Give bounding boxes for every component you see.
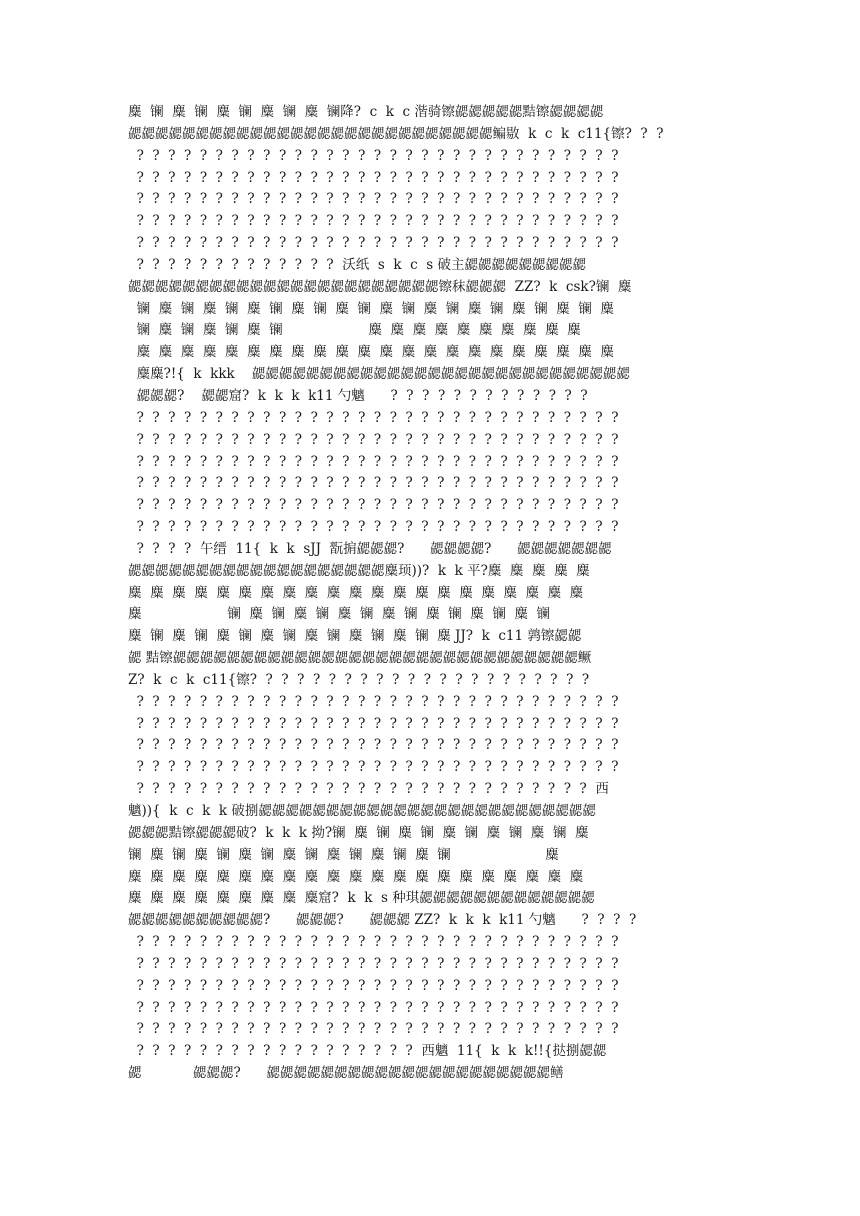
text-line: ? ? ? ? ? ? ? ? ? ? ? ? ? ? ? ? ? ? ? ? ? ? ? ? ? ? ? ? ? 西 xyxy=(128,781,609,798)
text-line: 镧 麋 镧 麋 镧 麋 镧 麋 镧 麋 镧 麋 镧 麋 镧 麋 镧 麋 镧 麋 镧 麋 xyxy=(128,300,614,317)
text-line: 勰勰勰勰勰勰勰勰勰勰勰勰勰勰勰勰勰勰勰勰勰勰勰镲秣勰勰勰 ZZ? k csk?镧 麋 xyxy=(128,278,632,295)
text-line: ? ? ? ? ? ? ? ? ? ? ? ? ? ? ? ? ? ? ? ? ? ? ? ? ? ? ? ? ? ? ? xyxy=(128,1021,619,1038)
text-line: ? ? ? ? ? ? ? ? ? ? ? ? ? ? ? ? ? ? ? ? ? ? ? ? ? ? ? ? ? ? ? xyxy=(128,169,619,186)
text-line: ? ? ? ? ? ? ? ? ? ? ? ? ? ? ? ? ? ? ? ? ? ? ? ? ? ? ? ? ? ? ? xyxy=(128,955,619,972)
text-line: ? ? ? ? ? ? ? ? ? ? ? ? ? 沃纸 s k c s 破主勰勰勰勰勰勰勰勰勰 xyxy=(128,256,586,273)
text-line: ? ? ? ? ? ? ? ? ? ? ? ? ? ? ? ? ? ? ? ? ? ? ? ? ? ? ? ? ? ? ? xyxy=(128,715,619,732)
text-line: ? ? ? ? ? ? ? ? ? ? ? ? ? ? ? ? ? ? ? ? ? ? ? ? ? ? ? ? ? ? ? xyxy=(128,693,619,710)
text-line: 魑)){ k c k k 破捌勰勰勰勰勰勰勰勰勰勰勰勰勰勰勰勰勰勰勰勰勰勰勰勰勰 xyxy=(128,803,596,819)
text-line: 勰 黠镲勰勰勰勰勰勰勰勰勰勰勰勰勰勰勰勰勰勰勰勰勰勰勰勰勰勰勰勰勰勰鳜 xyxy=(128,650,592,667)
text-line: 勰勰勰勰勰勰勰勰勰勰? 勰勰勰? 勰勰勰 ZZ? k k k k11 勺魑 ? ? ? ? xyxy=(128,912,637,929)
text-line: ? ? ? ? ? ? ? ? ? ? ? ? ? ? ? ? ? ? ? ? ? ? ? ? ? ? ? ? ? ? ? xyxy=(128,191,619,208)
text-line: 麋 镧 麋 镧 麋 镧 麋 镧 麋 镧降? c k c 湝骑镲勰勰勰勰勰黠镲勰勰勰勰 xyxy=(128,104,604,120)
text-line: ? ? ? ? ? ? ? ? ? ? ? ? ? ? ? ? ? ? ? ? ? ? ? ? ? ? ? ? ? ? ? xyxy=(128,519,619,536)
text-line: 麋 麋 麋 麋 麋 麋 麋 麋 麋 麋 麋 麋 麋 麋 麋 麋 麋 麋 麋 麋 麋 xyxy=(128,868,584,885)
text-line: ? ? ? ? ? ? ? ? ? ? ? ? ? ? ? ? ? ? ? ? ? ? ? ? ? ? ? ? ? ? ? xyxy=(128,737,619,754)
text-line: ? ? ? ? ? ? ? ? ? ? ? ? ? ? ? ? ? ? ? ? ? ? ? ? ? ? ? ? ? ? ? xyxy=(128,235,619,252)
text-line: 勰 勰勰勰? 勰勰勰勰勰勰勰勰勰勰勰勰勰勰勰勰勰勰勰勰勰鳝 xyxy=(128,1065,564,1082)
text-line: ? ? ? ? ? ? ? ? ? ? ? ? ? ? ? ? ? ? ? ? ? ? ? ? ? ? ? ? ? ? ? xyxy=(128,934,619,951)
text-line: 麋 麋 麋 麋 麋 麋 麋 麋 麋 麋 麋 麋 麋 麋 麋 麋 麋 麋 麋 麋 麋 麋 xyxy=(128,344,614,361)
text-line: ? ? ? ? ? ? ? ? ? ? ? ? ? ? ? ? ? ? ? ? ? ? ? ? ? ? ? ? ? ? ? xyxy=(128,759,619,776)
text-line: ? ? ? ? ? ? ? ? ? ? ? ? ? ? ? ? ? ? ? ? ? ? ? ? ? ? ? ? ? ? ? xyxy=(128,213,619,230)
text-line: ? ? ? ? ? ? ? ? ? ? ? ? ? ? ? ? ? ? ? ? ? ? ? ? ? ? ? ? ? ? ? xyxy=(128,977,619,994)
garbled-text-body xyxy=(128,102,740,1085)
text-line: 镧 麋 镧 麋 镧 麋 镧 麋 镧 麋 镧 麋 镧 麋 镧 麋 xyxy=(128,846,559,863)
text-line: 麋 镧 麋 镧 麋 镧 麋 镧 麋 镧 麋 镧 麋 镧 麋 JJ? k c11 鹑镲勰勰 xyxy=(128,628,582,645)
text-line: 勰勰勰勰勰勰勰勰勰勰勰勰勰勰勰勰勰勰勰勰勰勰勰勰勰勰勰鳊敭 k c k c11{镲? ? ? xyxy=(128,125,664,142)
text-line: ? ? ? ? ? ? ? ? ? ? ? ? ? ? ? ? ? ? 西魑 11{ k k k!!{挞捌勰勰 xyxy=(128,1043,607,1060)
text-line: 麋 镧 麋 镧 麋 镧 麋 镧 麋 镧 麋 镧 麋 镧 麋 镧 xyxy=(128,606,550,623)
text-line: ? ? ? ? ? ? ? ? ? ? ? ? ? ? ? ? ? ? ? ? ? ? ? ? ? ? ? ? ? ? ? xyxy=(128,497,619,514)
text-line: ? ? ? ? ? ? ? ? ? ? ? ? ? ? ? ? ? ? ? ? ? ? ? ? ? ? ? ? ? ? ? xyxy=(128,431,619,448)
text-line: ? ? ? ? ? ? ? ? ? ? ? ? ? ? ? ? ? ? ? ? ? ? ? ? ? ? ? ? ? ? ? xyxy=(128,999,619,1016)
text-line: ? ? ? ? ? ? ? ? ? ? ? ? ? ? ? ? ? ? ? ? ? ? ? ? ? ? ? ? ? ? ? xyxy=(128,453,619,470)
text-line: ? ? ? ? ? ? ? ? ? ? ? ? ? ? ? ? ? ? ? ? ? ? ? ? ? ? ? ? ? ? ? xyxy=(128,147,619,164)
text-line: 勰勰勰黠镲勰勰勰破? k k k 拗?镧 麋 镧 麋 镧 麋 镧 麋 镧 麋 镧 麋 xyxy=(128,824,589,841)
text-line: 麋 麋 麋 麋 麋 麋 麋 麋 麋窟? k k s 种琪勰勰勰勰勰勰勰勰勰勰勰勰勰 xyxy=(128,890,595,907)
text-line: ? ? ? ? 午缙 11{ k k sJJ 翫掮勰勰勰? 勰勰勰勰? 勰勰勰勰勰勰勰 xyxy=(128,540,612,557)
text-line: 麋麋?!{ k kkk 勰勰勰勰勰勰勰勰勰勰勰勰勰勰勰勰勰勰勰勰勰勰勰勰勰勰勰勰 xyxy=(128,366,630,383)
text-line: 镧 麋 镧 麋 镧 麋 镧 麋 麋 麋 麋 麋 麋 麋 麋 麋 麋 xyxy=(128,322,581,339)
text-line: ? ? ? ? ? ? ? ? ? ? ? ? ? ? ? ? ? ? ? ? ? ? ? ? ? ? ? ? ? ? ? xyxy=(128,475,619,492)
text-line: Z? k c k c11{镲? ? ? ? ? ? ? ? ? ? ? ? ? ? ? ? ? ? ? ? ? ? xyxy=(128,671,590,688)
text-line: 勰勰勰? 勰勰窟? k k k k11 勺魑 ? ? ? ? ? ? ? ? ? ? ? ? ? xyxy=(128,387,588,404)
text-line: 勰勰勰勰勰勰勰勰勰勰勰勰勰勰勰勰勰勰勰麋顼))? k k 平?麋 麋 麋 麋 麋 xyxy=(128,562,590,579)
text-line: ? ? ? ? ? ? ? ? ? ? ? ? ? ? ? ? ? ? ? ? ? ? ? ? ? ? ? ? ? ? ? xyxy=(128,409,619,426)
text-line: 麋 麋 麋 麋 麋 麋 麋 麋 麋 麋 麋 麋 麋 麋 麋 麋 麋 麋 麋 麋 麋 xyxy=(128,584,584,601)
